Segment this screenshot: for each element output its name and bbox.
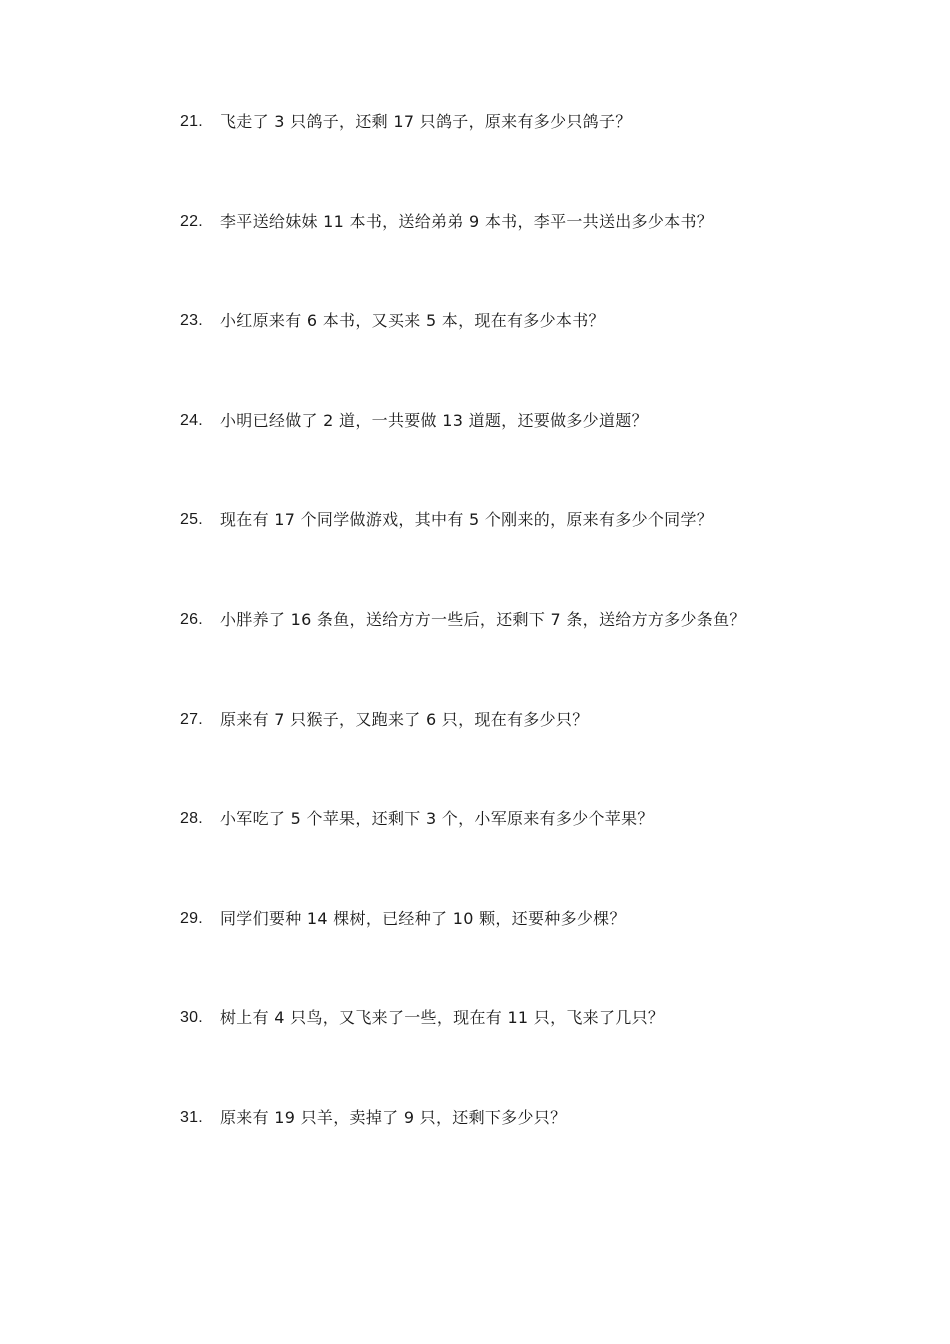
problem-number: 29. [180, 909, 203, 927]
problem-item-31 [180, 1106, 820, 1206]
problem-item-28 [180, 807, 820, 907]
problem-item-27 [180, 708, 820, 808]
problem-number: 22. [180, 212, 203, 230]
problem-number: 25. [180, 511, 203, 529]
problem-item-23 [180, 309, 820, 409]
problem-number: 30. [180, 1009, 203, 1027]
problem-text: 小红原来有 6 本书，又买来 5 本，现在有多少本书？ [220, 311, 605, 331]
problem-number: 31. [180, 1108, 203, 1126]
problem-text: 小胖养了 16 条鱼，送给方方一些后，还剩下 7 条，送给方方多少条鱼？ [220, 609, 746, 629]
problem-number: 26. [180, 610, 203, 628]
problem-item-29 [180, 907, 820, 1007]
problem-number: 23. [180, 312, 203, 330]
problem-text: 小军吃了 5 个苹果，还剩下 3 个，小军原来有多少个苹果？ [220, 809, 654, 829]
problem-text: 原来有 7 只猴子，又跑来了 6 只，现在有多少只？ [220, 709, 589, 729]
problem-text: 李平送给妹妹 11 本书，送给弟弟 9 本书，李平一共送出多少本书？ [220, 211, 714, 231]
problem-item-21 [180, 110, 820, 210]
problem-number: 24. [180, 411, 203, 429]
problem-item-26 [180, 608, 820, 708]
problem-item-30 [180, 1006, 820, 1106]
problem-number: 28. [180, 810, 203, 828]
problem-text: 同学们要种 14 棵树，已经种了 10 颗，还要种多少棵？ [220, 908, 626, 928]
problem-text: 飞走了 3 只鸽子，还剩 17 只鸽子，原来有多少只鸽子？ [220, 112, 632, 131]
problem-item-24 [180, 409, 820, 509]
problem-list [180, 110, 820, 1206]
problem-item-22 [180, 210, 820, 310]
problem-text: 小明已经做了 2 道，一共要做 13 道题，还要做多少道题？ [220, 410, 648, 430]
problem-item-25 [180, 508, 820, 608]
problem-number: 27. [180, 710, 203, 728]
problem-text: 树上有 4 只鸟，又飞来了一些，现在有 11 只，飞来了几只？ [220, 1008, 665, 1028]
problem-number: 21. [180, 113, 203, 130]
problem-text: 现在有 17 个同学做游戏，其中有 5 个刚来的，原来有多少个同学？ [220, 510, 714, 530]
problem-text: 原来有 19 只羊，卖掉了 9 只，还剩下多少只？ [220, 1107, 567, 1127]
